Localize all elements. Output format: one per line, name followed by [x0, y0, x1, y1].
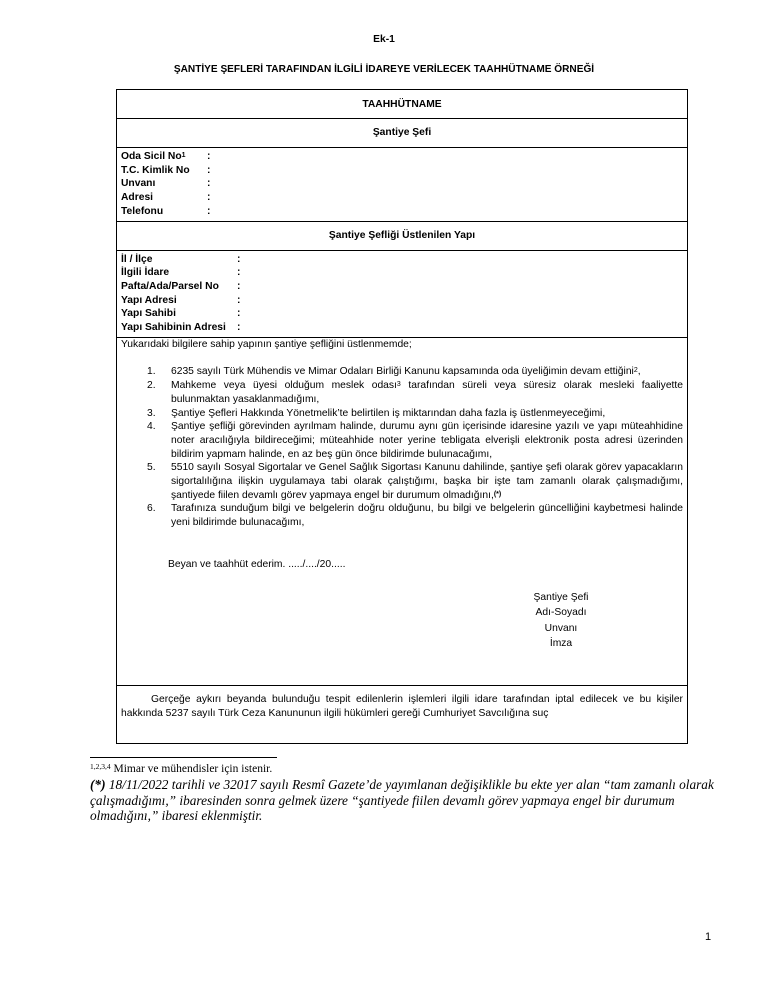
field-row	[121, 191, 683, 205]
list-item	[121, 407, 683, 421]
list-item	[121, 461, 683, 502]
item-text: 5510 sayılı Sosyal Sigortalar ve Genel Sağlık Sigortası Kanunu dahilinde, şantiye şefi olarak görev yapacakların sigortalılığına ilişkin uygulamaya tabi olarak çalıştığımı, başka bir işte tam zamanlı olarak çalışmadığımı, şantiyede fiilen devamlı görev yapmaya engel bir durumum olmadığını,	[171, 462, 683, 501]
field-separator: :	[237, 322, 241, 334]
field-row	[121, 266, 683, 280]
signature-sign: İmza	[549, 638, 573, 650]
signature-title: Şantiye Şefi	[533, 591, 589, 603]
footnote-text: Mimar ve mühendisler için istenir.	[110, 763, 273, 775]
footnote-ref: 2	[633, 367, 638, 375]
field-separator: :	[207, 205, 211, 217]
footnote-marker: (*)	[90, 777, 106, 792]
field-separator: :	[237, 308, 241, 320]
chief-fields	[117, 148, 687, 222]
field-row	[121, 321, 683, 335]
field-separator: :	[237, 294, 241, 306]
field-label: Telefonu	[121, 205, 164, 217]
footnote-divider	[90, 757, 277, 758]
item-text: Şantiye şefliği görevinden ayrılmam halinde, durumu aynı gün içerisinde idaresine yazılı ve yapı müteahhidine noter aracılığıyla bildireceğimi; müteahhide noter yerine tebligata elverişli elektronik posta adresi üzerinden bildirim yapmam halinde, en az beş gün önce bildirimde bulunacağımı,	[171, 421, 683, 460]
list-item	[121, 420, 683, 461]
item-text: 6235 sayılı Türk Mühendis ve Mimar Odaları Birliği Kanunu kapsamında oda üyeliğimin devam ettiğini	[171, 366, 634, 378]
field-label: Oda Sicil No$^1$	[121, 151, 186, 162]
item-number: 1.	[147, 366, 156, 378]
building-fields	[117, 251, 687, 338]
item-number: 2.	[147, 380, 156, 392]
field-label: Pafta/Ada/Parsel No	[121, 280, 219, 292]
list-item: 1. 6235 sayılı Türk Mühendis ve Mimar Odaları Birliği Kanunu kapsamında oda üyeliğimin devam ettiğini$^2$,	[147, 366, 641, 378]
field-separator: :	[207, 164, 211, 176]
intro-text: Yukarıdaki bilgilere sahip yapının şantiye şefliğini üstlenmemde;	[121, 338, 412, 350]
field-separator: :	[207, 178, 211, 190]
warning-text: Gerçeğe aykırı beyanda bulunduğu tespit edilenlerin işlemleri ilgili idare tarafından iptal edilecek ve bu kişiler hakkında 5237 sayılı Türk Ceza Kanununun ilgili hükümleri gereği Cumhuriyet Savcılığına suç	[121, 694, 683, 719]
field-label: İl / İlçe	[121, 253, 153, 265]
footnote-text: 18/11/2022 tarihli ve 32017 sayılı Resmî Gazete’de yayımlanan değişiklikle bu ekte yer alan “tam zamanlı olarak çalışmadığımı,” ibaresinden sonra gelmek üzere “şantiyede fiilen devamlı görev yapmaya engel bir durumum olmadığını,” ibaresi eklenmiştir.	[90, 777, 714, 823]
field-label: Adresi	[121, 192, 154, 204]
field-label: Yapı Adresi	[121, 294, 177, 306]
field-row	[121, 307, 683, 321]
field-label: Unvanı	[121, 178, 156, 190]
building-section-heading: Şantiye Şefliği Üstlenilen Yapı	[117, 222, 687, 251]
document-title: ŞANTİYE ŞEFLERİ TARAFINDAN İLGİLİ İDAREYE VERİLECEK TAAHHÜTNAME ÖRNEĞİ	[173, 64, 595, 75]
field-row	[121, 164, 683, 178]
list-item	[121, 502, 683, 529]
signature-block	[501, 590, 621, 652]
item-text: Mahkeme veya üyesi olduğum meslek odası	[171, 380, 397, 392]
footnote-marker: 1,2,3,4	[90, 762, 111, 771]
list-item: 2. Mahkeme veya üyesi olduğum meslek odası$^3$ tarafından süreli veya süresiz olarak mesleki faaliyette bulunmaktan yasaklanmadığımı,	[147, 380, 683, 405]
item-number: 5.	[147, 462, 156, 474]
warning-section	[117, 685, 687, 743]
field-row	[121, 150, 683, 164]
field-separator: :	[207, 192, 211, 204]
field-separator: :	[237, 253, 241, 265]
item-text: Şantiye Şefleri Hakkında Yönetmelik’te belirtilen iş miktarından daha fazla iş üstlenmeyeceğimi,	[171, 407, 606, 419]
chief-section-heading: Şantiye Şefi	[117, 119, 687, 148]
pledge-form	[116, 89, 688, 744]
field-separator: :	[207, 151, 211, 162]
signature-unvan: Unvanı	[544, 622, 578, 634]
item-text: Tarafınıza sunduğum bilgi ve belgelerin doğru olduğunu, bu bilgi ve belgelerin güncelliğini kaybetmesi halinde yeni bildirimde bulunacağımı,	[171, 503, 683, 529]
page-number: 1	[705, 931, 712, 943]
field-separator: :	[237, 280, 241, 292]
field-row	[121, 253, 683, 267]
field-row	[121, 205, 683, 219]
field-row	[121, 280, 683, 294]
field-label: T.C. Kimlik No	[121, 164, 190, 176]
pledge-body	[117, 338, 687, 652]
item-number: 3.	[147, 407, 156, 419]
field-label: Yapı Sahibinin Adresi	[121, 322, 226, 334]
footnote-2	[90, 777, 720, 824]
annex-label: Ek-1	[373, 34, 395, 45]
footnote-ref: (*)	[493, 490, 502, 498]
field-row	[121, 177, 683, 191]
pledge-list	[121, 365, 683, 529]
declaration-line: Beyan ve taahhüt ederim. ...../..../20.....	[168, 558, 346, 570]
item-number: 4.	[147, 421, 156, 433]
field-row	[121, 294, 683, 308]
signature-name: Adı-Soyadı	[535, 607, 587, 619]
form-heading: TAAHHÜTNAME	[117, 90, 687, 119]
field-label: İlgili İdare	[121, 267, 170, 279]
footnote-1	[90, 763, 272, 775]
footnote-ref: 3	[396, 381, 401, 389]
field-separator: :	[237, 267, 241, 279]
item-number: 6.	[147, 503, 156, 515]
field-label: Yapı Sahibi	[121, 308, 176, 320]
